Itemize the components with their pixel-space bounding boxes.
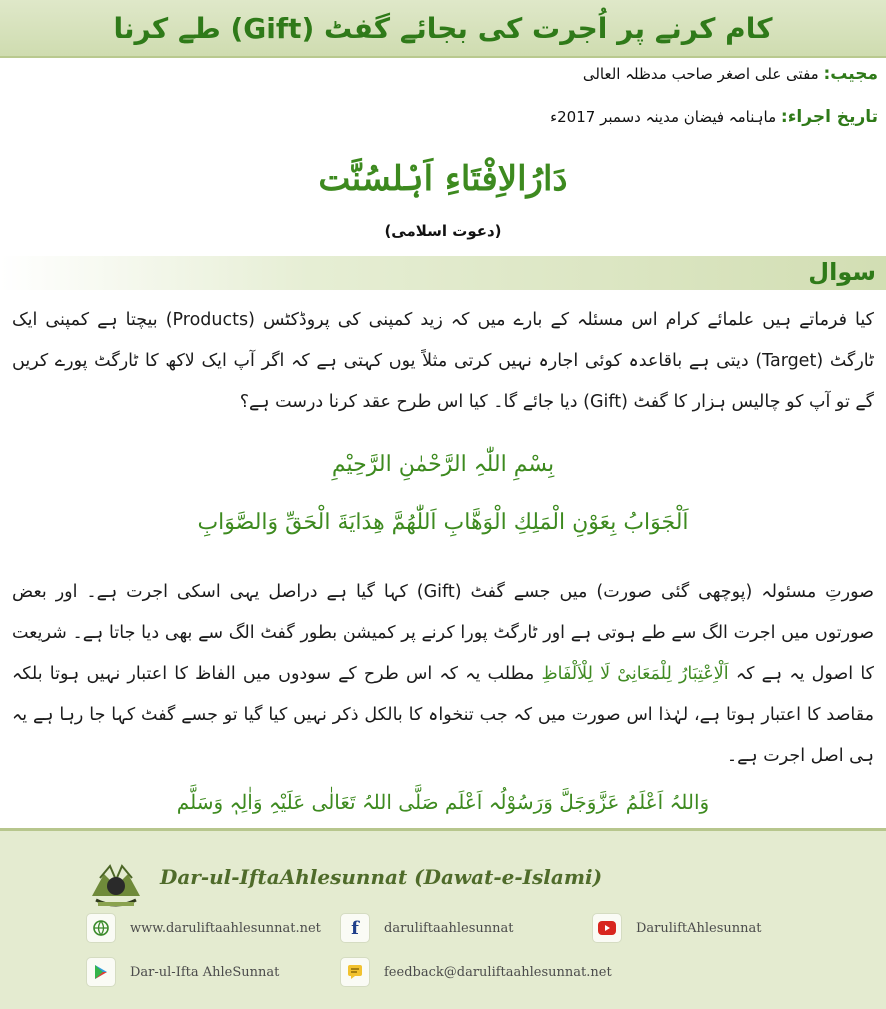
date-label: تاریخ اجراء: [780,107,878,127]
answer-text-part2: مطلب یہ کہ اس طرح کے سودوں میں الفاظ کا اعتبار نہیں ہوتا بلکہ مقاصد کا اعتبار ہوتا ہے، لہٰذا اس صورت میں کہ جب تنخواہ کا بالکل ذکر نہیں کیا گیا تو جسے گفٹ کہا جا رہا ہے یہ ہی اصل اجرت ہے۔ [12,664,874,766]
date-line [550,107,878,127]
facebook-label: daruliftaahlesunnat [384,920,514,936]
youtube-icon [592,913,622,943]
footer [0,828,886,1009]
feedback-icon [340,957,370,987]
question-heading-band [0,256,886,290]
answer-text-part1: صورتِ مسئولہ (پوچھی گئی صورت) میں جسے گفٹ (Gift) کہا گیا ہے دراصل یہی اسکی اجرت ہے۔ اور بعض صورتوں میں اجرت الگ سے طے ہوتی ہے اور ٹارگٹ پورا کرنے پر کمیشن بطور گفٹ الگ سے بھی دیا جاتا ہے۔ شریعت کا اصول یہ ہے کہ [12,582,875,684]
feedback-label: feedback@daruliftaahlesunnat.net [384,964,612,980]
answer-opening: اَلْجَوَابُ بِعَوْنِ الْمَلِكِ الْوَهَّابِ اَللّٰهُمَّ هِدَايَةَ الْحَقِّ وَالصَّوَابِ [197,510,689,535]
facebook-icon: f [340,913,370,943]
institution-name: دَارُالاِفْتَاءِ اَہْلسُنَّت [318,159,568,199]
date-value: ماہنامہ فیضان مدینہ دسمبر 2017ء [550,108,777,126]
youtube-link[interactable] [592,913,762,943]
facebook-link[interactable] [340,913,514,943]
title-band [0,0,886,58]
arabic-maxim: اَلْاِعْتِبَارُ لِلْمَعَانِیْ لَا لِلْاَلْفَاظِ [541,664,729,684]
mujeeb-line [583,64,878,84]
youtube-label: DaruliftAhlesunnat [636,920,762,936]
closing-line: وَاللہُ اَعْلَمُ عَزَّوَجَلَّ وَرَسُوْلُہ اَعْلَم صَلَّی اللہُ تَعَالٰی عَلَیْہِ وَاٰلِہٖ وَسَلَّم [176,790,710,814]
institution-sub: (دعوت اسلامی) [384,222,502,240]
mujeeb-value: مفتی علی اصغر صاحب مدظلہ العالی [582,65,819,83]
playstore-icon [86,957,116,987]
dar-ul-ifta-logo-icon [86,856,146,914]
playstore-link[interactable] [86,957,279,987]
mujeeb-label: مجیب: [823,64,878,84]
website-label: www.daruliftaahlesunnat.net [130,920,321,936]
feedback-link[interactable] [340,957,612,987]
answer-text [12,572,874,777]
question-text: کیا فرماتے ہیں علمائے کرام اس مسئلہ کے بارے میں کہ زید کمپنی کی پروڈکٹس (Products) بیچتا ہے کمپنی ایک ٹارگٹ (Target) دیتی ہے باقاعدہ کوئی اجارہ نہیں کرتی مثلاً یوں کہتی ہے کہ اگر آپ ایک لاکھ کا ٹارگٹ پورے کریں گے تو آپ کو چالیس ہزار کا گفٹ (Gift) دیا جائے گا۔ کیا اس طرح عقد کرنا درست ہے؟ [12,310,874,412]
website-link[interactable] [86,913,321,943]
footer-brand: Dar-ul-IftaAhlesunnat (Dawat-e-Islami) [160,865,603,889]
playstore-label: Dar-ul-Ifta AhleSunnat [130,964,280,980]
globe-icon [86,913,116,943]
bismillah: بِسْمِ اللّٰہِ الرَّحْمٰنِ الرَّحِیْمِ [331,452,555,477]
page-title: کام کرنے پر اُجرت کی بجائے گفٹ (Gift) طے کرنا [113,11,773,45]
question-heading: سوال [808,258,876,286]
